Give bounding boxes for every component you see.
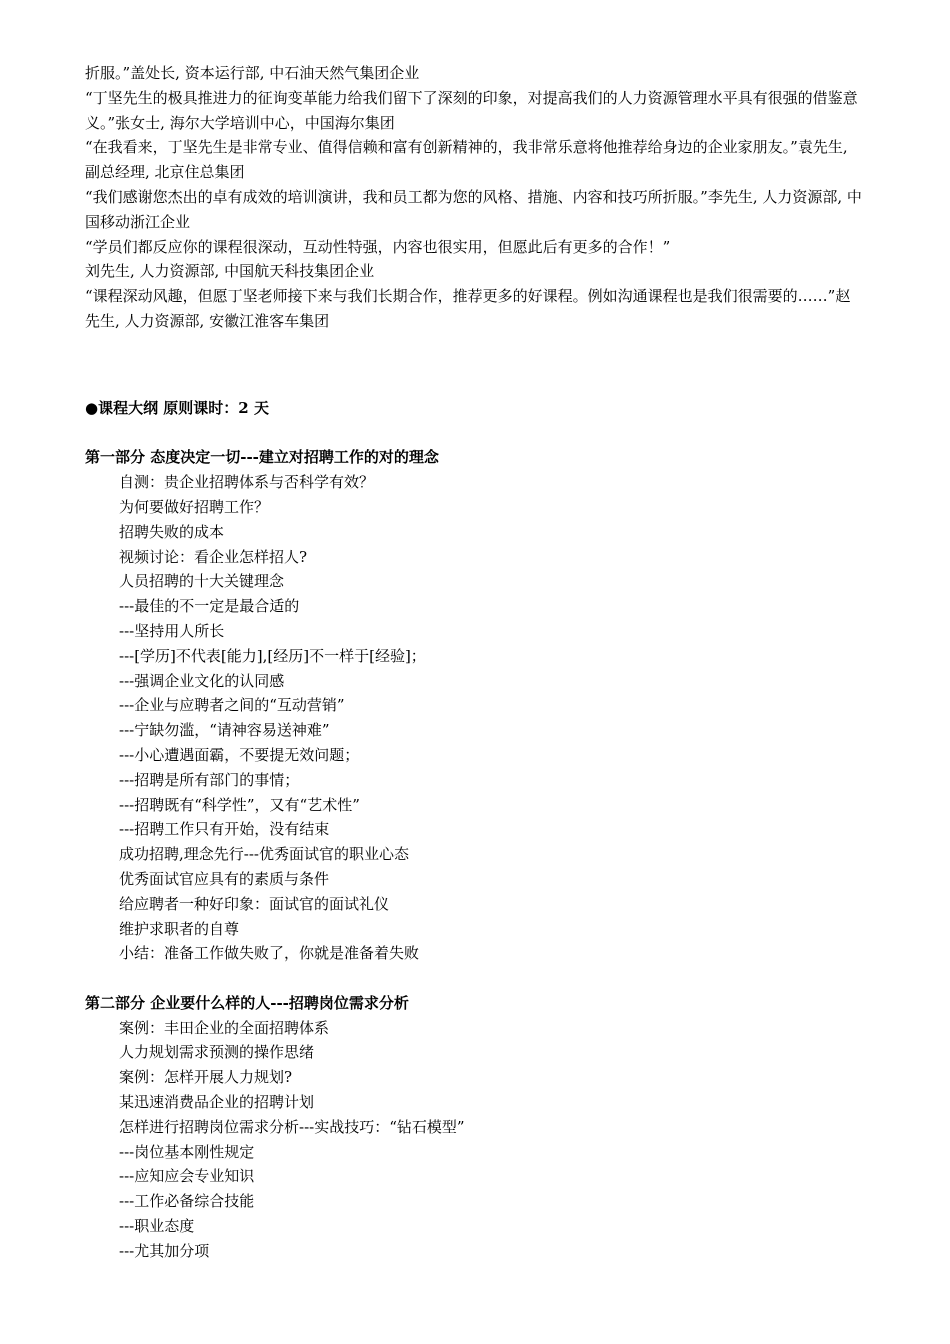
outline-item: 小结：准备工作做失败了，你就是准备着失败 [119,944,420,963]
part2-section [85,991,865,1264]
spacer [85,966,865,991]
outline-item: 案例：丰田企业的全面招聘体系 [119,1018,330,1037]
testimonial-line: 刘先生, 人力资源部, 中国航天科技集团企业 [85,262,375,281]
outline-item: 优秀面试官应具有的素质与条件 [119,869,330,888]
spacer [85,334,865,396]
outline-item: ---强调企业文化的认同感 [119,671,285,690]
outline-item: ---宁缺勿滥，“请神容易送神难” [119,721,330,740]
testimonial-line: “我们感谢您杰出的卓有成效的培训演讲，我和员工都为您的风格、措施、内容和技巧所折服。”李先生, 人力资源部, 中国移动浙江企业 [85,187,862,231]
testimonial-line: “学员们都反应你的课程很深动，互动性特强，内容也很实用，但愿此后有更多的合作！” [85,237,671,256]
outline-item: 怎样进行招聘岗位需求分析---实战技巧：“钻石模型” [119,1117,465,1136]
outline-item: 给应聘者一种好印象：面试官的面试礼仪 [119,894,390,913]
outline-item: ---招聘是所有部门的事情； [119,770,300,789]
outline-item: ---[学历]不代表[能力],[经历]不一样于[经验]； [119,646,426,665]
outline-item: 自测：贵企业招聘体系与否科学有效？ [119,473,375,492]
outline-item: 某迅速消费品企业的招聘计划 [119,1093,315,1112]
testimonial-line: “课程深动风趣，但愿丁坚老师接下来与我们长期合作，推荐更多的好课程。例如沟通课程也是我们很需要的……”赵先生, 人力资源部, 安徽江淮客车集团 [85,287,851,330]
outline-item: 人员招聘的十大关键理念 [119,572,285,591]
outline-item: ---招聘既有“科学性”，又有“艺术性” [119,795,360,814]
outline-item: 招聘失败的成本 [119,522,225,541]
testimonials-section [85,61,865,334]
outline-item: 案例：怎样开展人力规划? [119,1068,293,1087]
outline-item: ---最佳的不一定是最合适的 [119,597,300,616]
testimonial-line: “丁坚先生的极具推进力的征询变革能力给我们留下了深刻的印象，对提高我们的人力资源管理水平具有很强的借鉴意义。”张女士, 海尔大学培训中心，中国海尔集团 [85,88,858,132]
outline-item: 为何要做好招聘工作？ [119,497,270,516]
outline-item: ---应知应会专业知识 [119,1167,255,1186]
outline-item: ---坚持用人所长 [119,621,225,640]
outline-item: 维护求职者的自尊 [119,919,240,938]
document-page [85,61,865,1264]
outline-item: ---招聘工作只有开始，没有结束 [119,820,330,839]
spacer [85,421,865,446]
outline-item: 视频讨论：看企业怎样招人? [119,547,308,566]
part1-heading: 第一部分 态度决定一切---建立对招聘工作的对的理念 [85,448,439,467]
outline-title: ●课程大纲 原则课时：2 天 [85,398,269,417]
testimonial-line: 折服。”盖处长, 资本运行部, 中石油天然气集团企业 [85,64,420,82]
outline-item: ---岗位基本刚性规定 [119,1142,255,1161]
outline-item: 成功招聘,理念先行---优秀面试官的职业心态 [119,845,409,864]
part1-section [85,445,865,966]
outline-item: ---工作必备综合技能 [119,1192,255,1211]
outline-item: 人力规划需求预测的操作思绪 [119,1043,315,1062]
outline-item: ---尤其加分项 [119,1241,210,1260]
testimonial-line: “在我看来，丁坚先生是非常专业、值得信赖和富有创新精神的，我非常乐意将他推荐给身边的企业家朋友。”袁先生, 副总经理, 北京住总集团 [85,138,848,182]
outline-item: ---小心遭遇面霸，不要提无效问题； [119,745,360,764]
outline-item: ---企业与应聘者之间的“互动营销” [119,696,345,715]
part2-heading: 第二部分 企业要什么样的人---招聘岗位需求分析 [85,993,409,1012]
outline-item: ---职业态度 [119,1217,195,1236]
